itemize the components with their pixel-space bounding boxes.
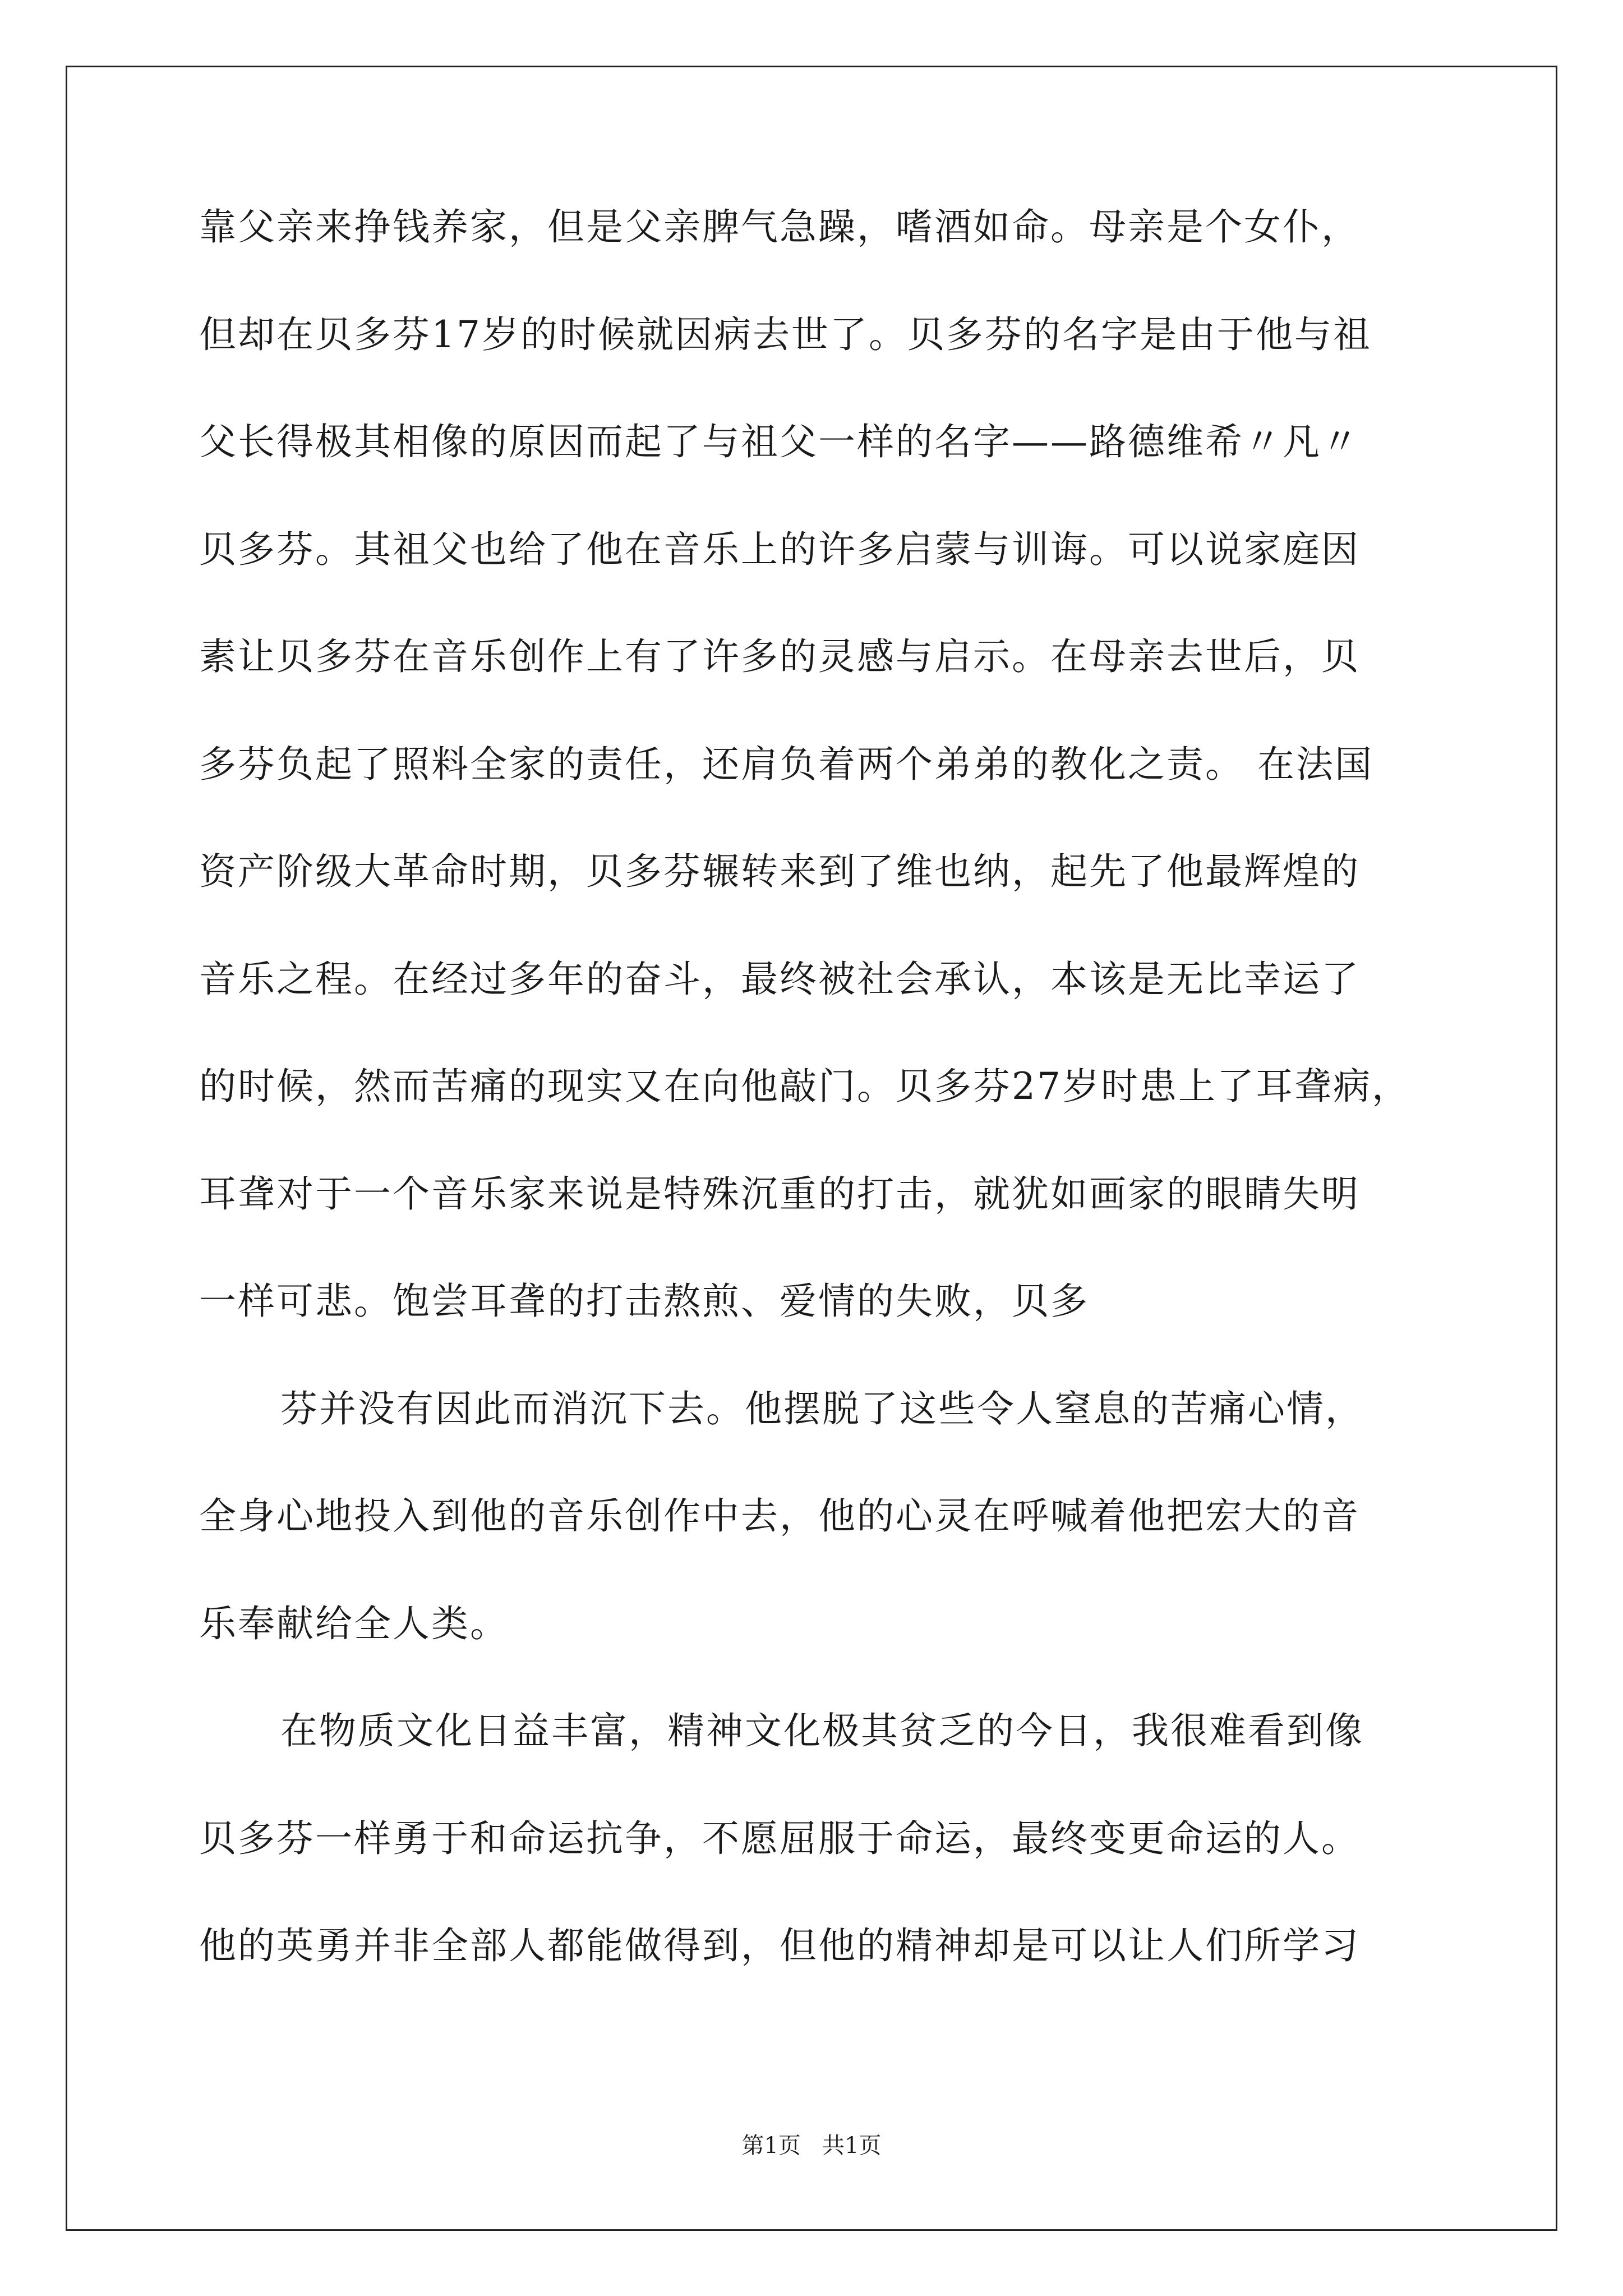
text-line: 多芬负起了照料全家的责任，还肩负着两个弟弟的教化之责。 在法国 xyxy=(199,743,1373,786)
text-line: 他的英勇并非全部人都能做得到，但他的精神却是可以让人们所学习 xyxy=(199,1924,1360,1967)
text-line: 耳聋对于一个音乐家来说是特殊沉重的打击，就犹如画家的眼睛失明 xyxy=(199,1172,1360,1216)
text-line: 芬并没有因此而消沉下去。他摆脱了这些令人窒息的苦痛心情， xyxy=(280,1387,1364,1430)
text-line: 全身心地投入到他的音乐创作中去，他的心灵在呼喊着他把宏大的音 xyxy=(199,1494,1360,1538)
text-line: 贝多芬。其祖父也给了他在音乐上的许多启蒙与训诲。可以说家庭因 xyxy=(199,528,1360,571)
page-border xyxy=(66,66,1557,2231)
text-line: 但却在贝多芬17岁的时候就因病去世了。贝多芬的名字是由于他与祖 xyxy=(199,313,1372,356)
text-line: 贝多芬一样勇于和命运抗争，不愿屈服于命运，最终变更命运的人。 xyxy=(199,1817,1360,1860)
page-footer: 第1页 共1页 xyxy=(741,2133,882,2159)
text-line: 资产阶级大革命时期，贝多芬辗转来到了维也纳，起先了他最辉煌的 xyxy=(199,850,1360,893)
text-line: 素让贝多芬在音乐创作上有了许多的灵感与启示。在母亲去世后，贝 xyxy=(199,635,1360,678)
text-line: 音乐之程。在经过多年的奋斗，最终被社会承认，本该是无比幸运了 xyxy=(199,958,1360,1001)
text-line: 在物质文化日益丰富，精神文化极其贫乏的今日，我很难看到像 xyxy=(280,1709,1364,1752)
text-line: 乐奉献给全人类。 xyxy=(199,1602,509,1645)
text-line: 靠父亲来挣钱养家，但是父亲脾气急躁，嗜酒如命。母亲是个女仆， xyxy=(199,205,1360,249)
text-line: 父长得极其相像的原因而起了与祖父一样的名字——路德维希〃凡〃 xyxy=(199,420,1360,463)
text-line: 的时候，然而苦痛的现实又在向他敲门。贝多芬27岁时患上了耳聋病， xyxy=(199,1065,1410,1108)
text-line: 一样可悲。饱尝耳聋的打击熬煎、爱情的失败，贝多 xyxy=(199,1280,1089,1323)
